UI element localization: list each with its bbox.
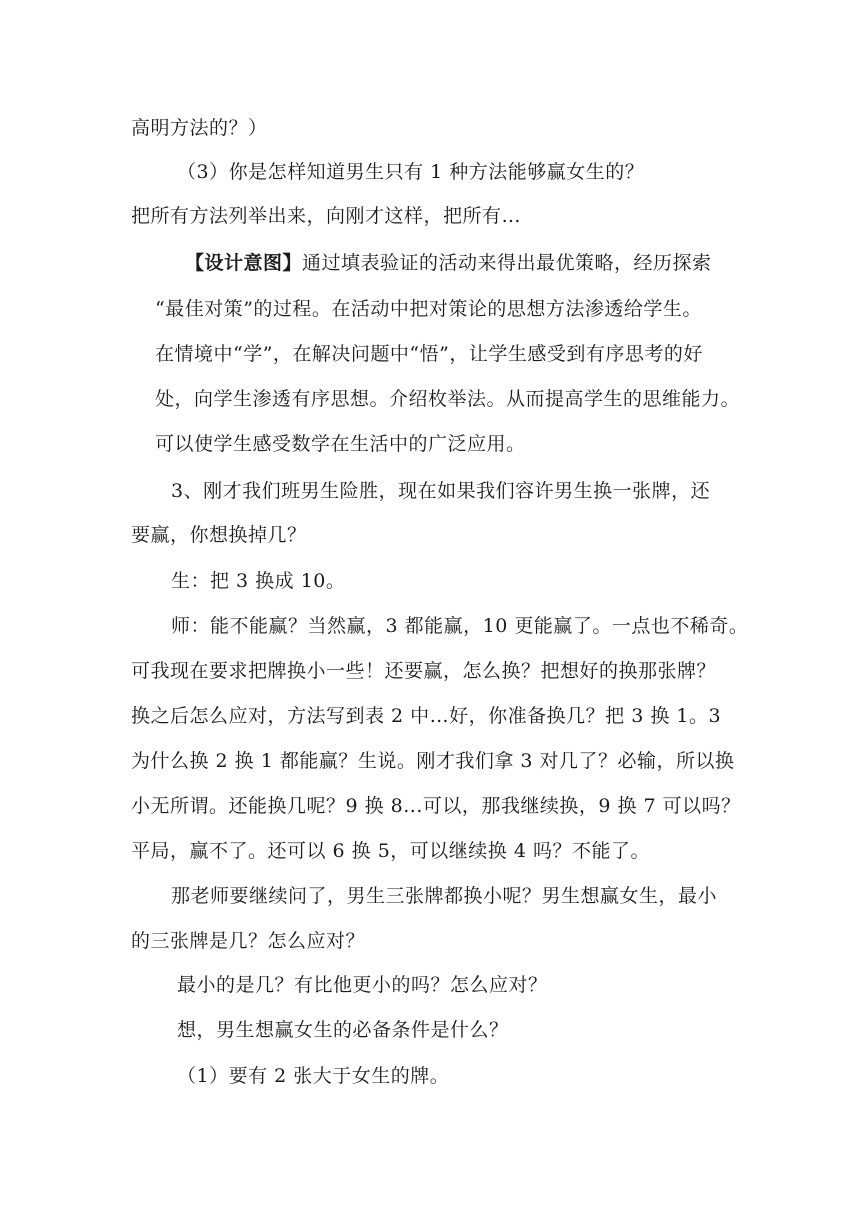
- question-3: （3）你是怎样知道男生只有 1 种方法能够赢女生的？: [177, 161, 645, 183]
- paragraph-line: 的三张牌是几？怎么应对？: [131, 930, 366, 952]
- paragraph-line: 把所有方法列举出来，向刚才这样，把所有…: [131, 205, 522, 227]
- paragraph-line: 3、刚才我们班男生险胜，现在如果我们容许男生换一张牌，还: [171, 480, 711, 502]
- paragraph-line: “最佳对策”的过程。在活动中把对策论的思想方法渗透给学生。: [155, 298, 702, 320]
- student-answer: 生：把 3 换成 10。: [171, 570, 346, 592]
- paragraph-line: 可以使学生感受数学在生活中的广泛应用。: [155, 433, 526, 455]
- design-intent-label: 【设计意图】: [185, 252, 303, 274]
- paragraph-line: 可我现在要求把牌换小一些！还要赢，怎么换？把想好的换那张牌？: [131, 660, 717, 682]
- paragraph-line: 高明方法的？）: [131, 117, 268, 139]
- paragraph-line: 最小的是几？有比他更小的吗？怎么应对？: [177, 974, 548, 996]
- paragraph-line: 那老师要继续问了，男生三张牌都换小呢？男生想赢女生，最小: [171, 885, 718, 907]
- condition-1: （1）要有 2 张大于女生的牌。: [177, 1065, 450, 1087]
- paragraph-line: 想，男生想赢女生的必备条件是什么？: [177, 1019, 509, 1041]
- paragraph-line: 要赢，你想换掉几？: [131, 524, 307, 546]
- teacher-line: 师：能不能赢？当然赢，3 都能赢，10 更能赢了。一点也不稀奇。: [171, 615, 749, 637]
- design-intent-text: 通过填表验证的活动来得出最优策略，经历探索: [302, 252, 712, 274]
- paragraph-line: 为什么换 2 换 1 都能赢？生说。刚才我们拿 3 对几了？必输，所以换: [131, 750, 735, 772]
- paragraph-line: 平局，赢不了。还可以 6 换 5，可以继续换 4 吗？不能了。: [131, 840, 650, 862]
- design-intent-line: [185, 251, 712, 275]
- paragraph-line: 处，向学生渗透有序思想。介绍枚举法。从而提高学生的思维能力。: [155, 388, 741, 410]
- paragraph-line: 换之后怎么应对，方法写到表 2 中…好，你准备换几？把 3 换 1。3: [131, 705, 722, 727]
- paragraph-line: 小无所谓。还能换几呢？9 换 8...可以，那我继续换，9 换 7 可以吗？: [131, 795, 741, 817]
- paragraph-line: 在情境中“学”，在解决问题中“悟”，让学生感受到有序思考的好: [155, 343, 703, 365]
